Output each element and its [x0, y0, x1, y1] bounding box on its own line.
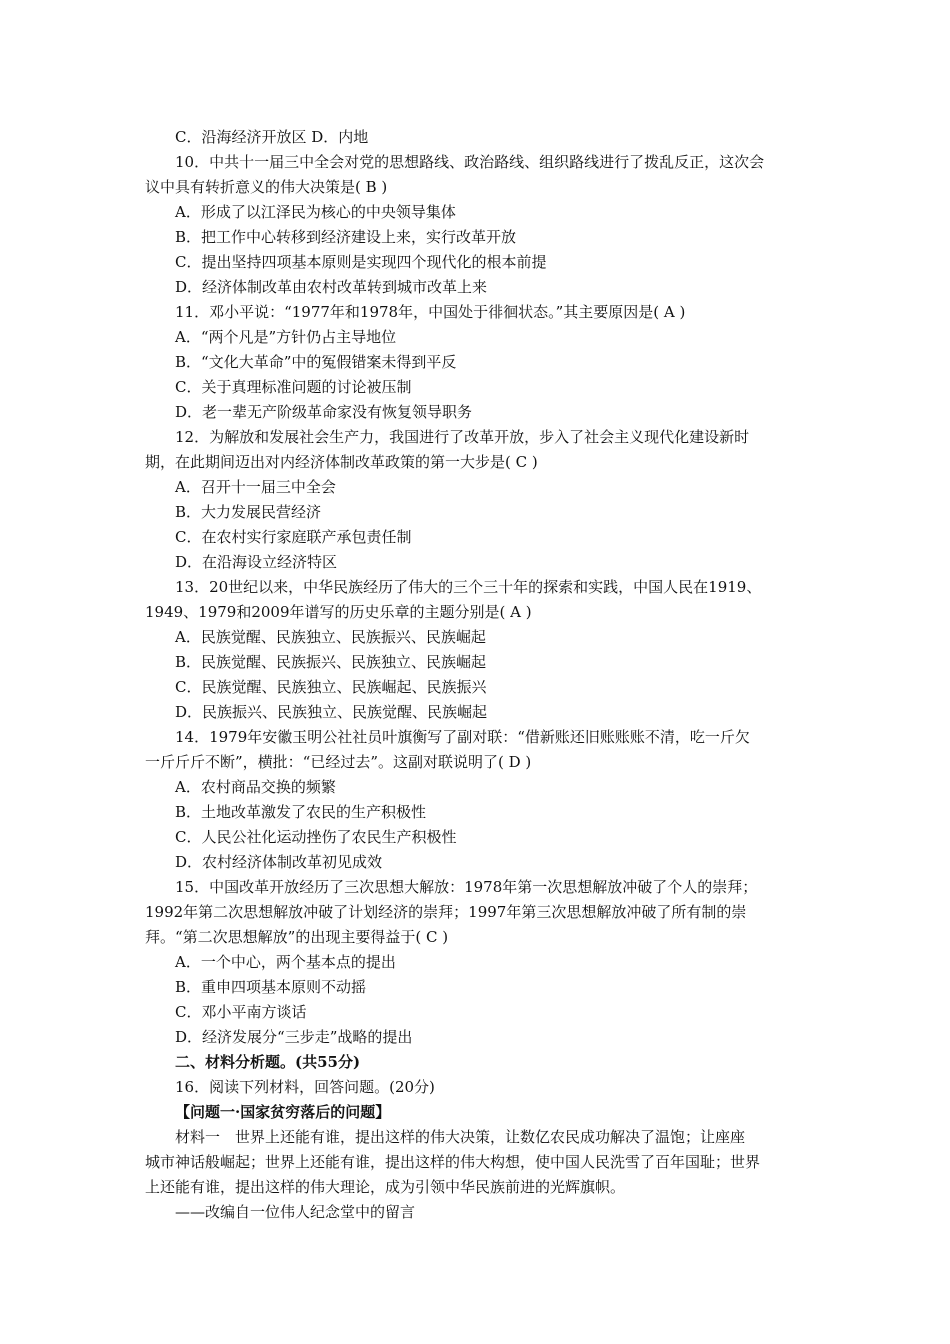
text-line: A．“两个凡是”方针仍占主导地位 [175, 328, 397, 346]
text-line: D．民族振兴、民族独立、民族觉醒、民族崛起 [175, 703, 488, 721]
text-line: C．关于真理标准问题的讨论被压制 [175, 378, 412, 396]
text-line: 11．邓小平说：“1977年和1978年，中国处于徘徊状态。”其主要原因是( A ) [175, 303, 686, 321]
text-line: A．形成了以江泽民为核心的中央领导集体 [175, 203, 456, 221]
text-line: B．土地改革激发了农民的生产积极性 [175, 803, 427, 821]
text-line: C．沿海经济开放区 D．内地 [175, 128, 369, 146]
text-line: A．一个中心，两个基本点的提出 [175, 953, 396, 971]
text-line: C．民族觉醒、民族独立、民族崛起、民族振兴 [175, 678, 487, 696]
text-line: 【问题一·国家贫穷落后的问题】 [175, 1103, 391, 1121]
text-line: 13．20世纪以来，中华民族经历了伟大的三个三十年的探索和实践，中国人民在1919、 [175, 578, 762, 596]
text-line: 12．为解放和发展社会生产力，我国进行了改革开放，步入了社会主义现代化建设新时 [175, 428, 750, 446]
text-line: 一斤斤斤不断”，横批：“已经过去”。这副对联说明了( D ) [145, 753, 532, 771]
text-line: C．提出坚持四项基本原则是实现四个现代化的根本前提 [175, 253, 547, 271]
text-line: 期，在此期间迈出对内经济体制改革政策的第一大步是( C ) [145, 453, 538, 471]
text-line: D．农村经济体制改革初见成效 [175, 853, 383, 871]
text-line: A．农村商品交换的频繁 [175, 778, 336, 796]
text-line: C．邓小平南方谈话 [175, 1003, 307, 1021]
text-line: ——改编自一位伟人纪念堂中的留言 [175, 1203, 416, 1221]
text-line: 10．中共十一届三中全会对党的思想路线、政治路线、组织路线进行了拨乱反正，这次会 [175, 153, 765, 171]
text-line: D．老一辈无产阶级革命家没有恢复领导职务 [175, 403, 473, 421]
text-line: 拜。“第二次思想解放”的出现主要得益于( C ) [145, 928, 449, 946]
text-line: B．重申四项基本原则不动摇 [175, 978, 367, 996]
text-line: D．在沿海设立经济特区 [175, 553, 338, 571]
text-line: 1992年第二次思想解放冲破了计划经济的崇拜；1997年第三次思想解放冲破了所有制的崇 [145, 903, 747, 921]
text-line: 二、材料分析题。(共55分) [175, 1053, 361, 1071]
text-line: D．经济体制改革由农村改革转到城市改革上来 [175, 278, 488, 296]
text-line: 16．阅读下列材料，回答问题。(20分) [175, 1078, 435, 1096]
text-line: C．人民公社化运动挫伤了农民生产积极性 [175, 828, 457, 846]
text-line: 材料一 世界上还能有谁，提出这样的伟大决策，让数亿农民成功解决了温饱；让座座 [175, 1128, 746, 1146]
text-line: B．大力发展民营经济 [175, 503, 322, 521]
text-line: 议中具有转折意义的伟大决策是( B ) [145, 178, 388, 196]
text-line: 上还能有谁，提出这样的伟大理论，成为引领中华民族前进的光辉旗帜。 [145, 1178, 626, 1196]
text-line: C．在农村实行家庭联产承包责任制 [175, 528, 412, 546]
text-line: 15．中国改革开放经历了三次思想大解放：1978年第一次思想解放冲破了个人的崇拜； [175, 878, 758, 896]
text-line: B．民族觉醒、民族振兴、民族独立、民族崛起 [175, 653, 487, 671]
text-line: 1949、1979和2009年谱写的历史乐章的主题分别是( A ) [145, 603, 532, 621]
text-line: A．民族觉醒、民族独立、民族振兴、民族崛起 [175, 628, 486, 646]
text-line: 14．1979年安徽玉明公社社员叶旗衡写了副对联：“借新账还旧账账账不清，吃一斤欠 [175, 728, 750, 746]
text-line: B．把工作中心转移到经济建设上来，实行改革开放 [175, 228, 517, 246]
text-line: D．经济发展分“三步走”战略的提出 [175, 1028, 413, 1046]
text-line: 城市神话般崛起；世界上还能有谁，提出这样的伟大构想，使中国人民洗雪了百年国耻；世界 [145, 1153, 761, 1171]
text-line: B．“文化大革命”中的冤假错案未得到平反 [175, 353, 457, 371]
text-line: A．召开十一届三中全会 [175, 478, 336, 496]
